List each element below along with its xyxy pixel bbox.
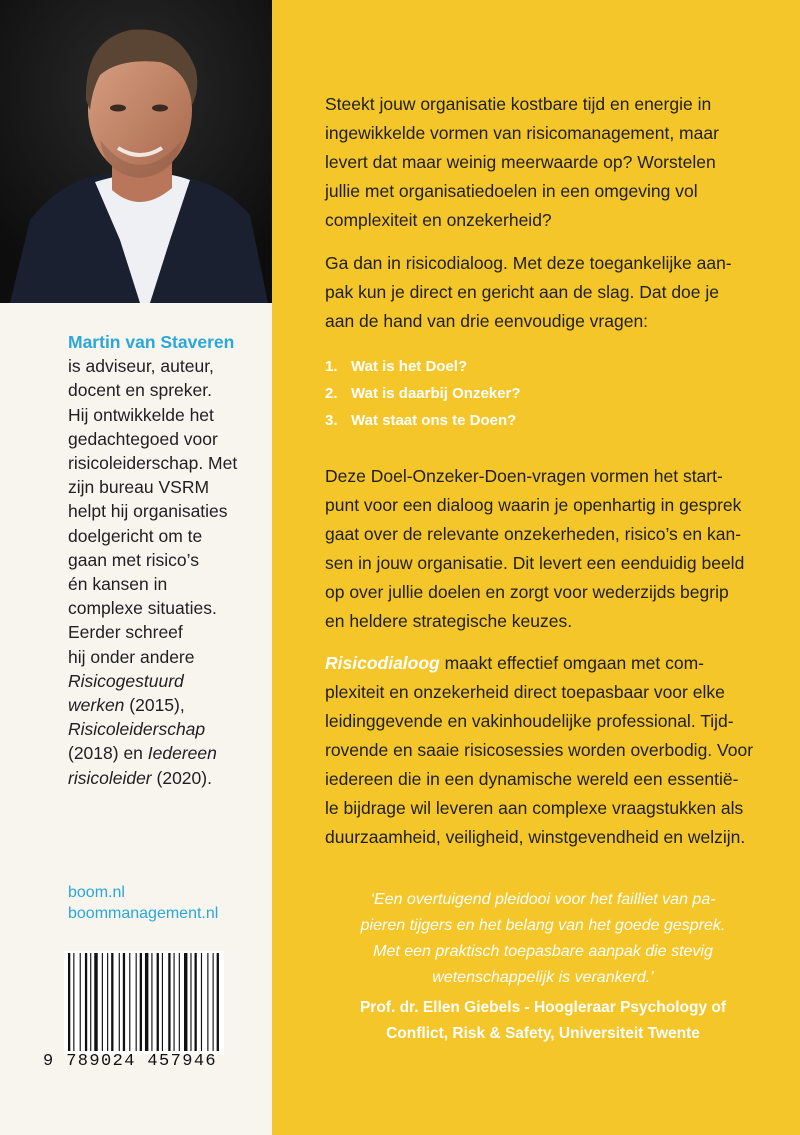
text-line: iedereen die in een dynamische wereld een essentië- bbox=[325, 769, 739, 789]
intro-paragraph bbox=[325, 90, 762, 235]
text-line: op over jullie doelen en zorgt voor wederzijds begrip bbox=[325, 582, 729, 602]
link-boommanagement[interactable]: boommanagement.nl bbox=[68, 905, 219, 922]
attribution-line: Conflict, Risk & Safety, Universiteit Twente bbox=[386, 1025, 700, 1042]
question-text: Wat is het Doel? bbox=[351, 358, 468, 375]
book-title: Iedereen bbox=[147, 743, 217, 764]
text-line: punt voor een dialoog waarin je openhartig in gesprek bbox=[325, 495, 742, 515]
barcode-bar bbox=[184, 953, 187, 1051]
book-title-risicodialoog: Risicodialoog bbox=[325, 653, 440, 673]
barcode-bar bbox=[213, 953, 214, 1051]
bio-line: doelgericht om te bbox=[68, 525, 203, 546]
barcode-bar bbox=[85, 953, 87, 1051]
question-number: 3. bbox=[325, 412, 338, 429]
barcode-bar bbox=[102, 953, 103, 1051]
text-line: rovende en saaie risicosessies worden overbodig. Voor bbox=[325, 740, 754, 760]
barcode-bar bbox=[151, 953, 152, 1051]
book-year: (2020). bbox=[151, 767, 212, 788]
barcode-bar bbox=[111, 953, 113, 1051]
bio-line: docent en spreker. bbox=[68, 380, 212, 401]
fourth-paragraph bbox=[325, 649, 762, 852]
bio-line: én kansen in bbox=[68, 574, 168, 595]
bio-line: helpt hij organisaties bbox=[68, 501, 228, 522]
question-item bbox=[325, 358, 467, 375]
link-boom[interactable]: boom.nl bbox=[68, 884, 125, 901]
barcode-bar bbox=[80, 953, 81, 1051]
text-line: complexiteit en onzekerheid? bbox=[325, 210, 552, 230]
barcode-bar bbox=[145, 953, 148, 1051]
quote-line: Met een praktisch toepasbare aanpak die stevig bbox=[373, 943, 713, 960]
barcode-bar bbox=[68, 953, 70, 1051]
question-text: Wat staat ons te Doen? bbox=[351, 412, 517, 429]
text-line: Ga dan in risicodialoog. Met deze toegankelijke aan- bbox=[325, 253, 732, 273]
question-number: 1. bbox=[325, 358, 338, 375]
barcode-bar bbox=[190, 953, 191, 1051]
barcode-bar bbox=[73, 953, 74, 1051]
text-line: le bijdrage wil leveren aan complexe vraagstukken als bbox=[325, 798, 744, 818]
barcode-bar bbox=[168, 953, 170, 1051]
author-bio bbox=[68, 330, 268, 790]
endorsement-attribution bbox=[300, 995, 786, 1047]
text-line: gaat over de relevante onzekerheden, risico’s en kan- bbox=[325, 524, 742, 544]
barcode-bar bbox=[174, 953, 175, 1051]
text-line: en heldere strategische keuzes. bbox=[325, 611, 573, 631]
book-title: Risicoleiderschap bbox=[68, 719, 206, 740]
barcode-bar bbox=[201, 953, 202, 1051]
question-number: 2. bbox=[325, 385, 338, 402]
text-line: leidinggevende en vakinhoudelijke professional. Tijd- bbox=[325, 711, 734, 731]
barcode-bar bbox=[94, 953, 97, 1051]
question-item bbox=[325, 385, 521, 402]
barcode-bar bbox=[217, 953, 219, 1051]
bio-line: Eerder schreef bbox=[68, 622, 183, 643]
text-line: Steekt jouw organisatie kostbare tijd en energie in bbox=[325, 94, 712, 114]
barcode-bar bbox=[207, 953, 208, 1051]
book-title: Risicogestuurd bbox=[68, 670, 184, 691]
barcode-number: 9 789024 457946 bbox=[43, 1052, 218, 1071]
text-line: jullie met organisatiedoelen in een omgeving vol bbox=[325, 181, 698, 201]
text-line: levert dat maar weinig meerwaarde op? Worstelen bbox=[325, 152, 716, 172]
text-line: duurzaamheid, veiligheid, winstgevendheid en welzijn. bbox=[325, 827, 746, 847]
quote-line: ‘Een overtuigend pleidooi voor het failliet van pa- bbox=[370, 891, 716, 908]
third-paragraph bbox=[325, 462, 762, 636]
quote-line: wetenschappelijk is verankerd.’ bbox=[432, 969, 654, 986]
barcode-bar bbox=[140, 953, 142, 1051]
barcode-bar bbox=[123, 953, 125, 1051]
book-year: (2015), bbox=[124, 695, 185, 716]
text-line: maakt effectief omgaan met com- bbox=[439, 653, 704, 673]
barcode-bar bbox=[136, 953, 137, 1051]
bio-line: is adviseur, auteur, bbox=[68, 356, 214, 377]
back-cover-text bbox=[325, 90, 762, 235]
text-line: Deze Doel-Onzeker-Doen-vragen vormen het start- bbox=[325, 466, 723, 486]
text-line: pak kun je direct en gericht aan de slag. Dat doe je bbox=[325, 282, 719, 302]
bio-line: risicoleiderschap. Met bbox=[68, 453, 238, 474]
text-line: plexiteit en onzekerheid direct toepasbaar voor elke bbox=[325, 682, 725, 702]
book-title: risicoleider bbox=[68, 767, 152, 788]
attribution-line: Prof. dr. Ellen Giebels - Hoogleraar Psychology of bbox=[359, 999, 727, 1016]
endorsement-quote bbox=[300, 887, 786, 991]
author-portrait-image bbox=[0, 0, 272, 303]
quote-line: pieren tijgers en het belang van het goede gesprek. bbox=[360, 917, 726, 934]
bio-line: gedachtegoed voor bbox=[68, 428, 218, 449]
barcode-bar bbox=[195, 953, 197, 1051]
barcode-bar bbox=[157, 953, 159, 1051]
question-item bbox=[325, 412, 516, 429]
text-line: sen in jouw organisatie. Dit levert een eenduidig beeld bbox=[325, 553, 745, 573]
book-year: (2018) en bbox=[68, 743, 148, 764]
barcode bbox=[64, 951, 224, 1055]
bio-line: Hij ontwikkelde het bbox=[68, 404, 214, 425]
author-photo bbox=[0, 0, 272, 303]
barcode-bar bbox=[162, 953, 163, 1051]
barcode-bar bbox=[107, 953, 108, 1051]
second-paragraph bbox=[325, 249, 762, 336]
publisher-links bbox=[68, 882, 218, 924]
bio-line: complexe situaties. bbox=[68, 598, 217, 619]
bio-line: zijn bureau VSRM bbox=[68, 477, 210, 498]
barcode-bar bbox=[90, 953, 91, 1051]
bio-line: hij onder andere bbox=[68, 646, 195, 667]
barcode-bar bbox=[129, 953, 130, 1051]
question-text: Wat is daarbij Onzeker? bbox=[351, 385, 521, 402]
text-line: ingewikkelde vormen van risicomanagement, maar bbox=[325, 123, 719, 143]
barcode-bar bbox=[179, 953, 180, 1051]
author-name: Martin van Staveren bbox=[68, 332, 235, 352]
bio-line: gaan met risico’s bbox=[68, 549, 199, 570]
text-line: aan de hand van drie eenvoudige vragen: bbox=[325, 311, 649, 331]
barcode-bar bbox=[119, 953, 120, 1051]
book-title: werken bbox=[68, 695, 125, 716]
